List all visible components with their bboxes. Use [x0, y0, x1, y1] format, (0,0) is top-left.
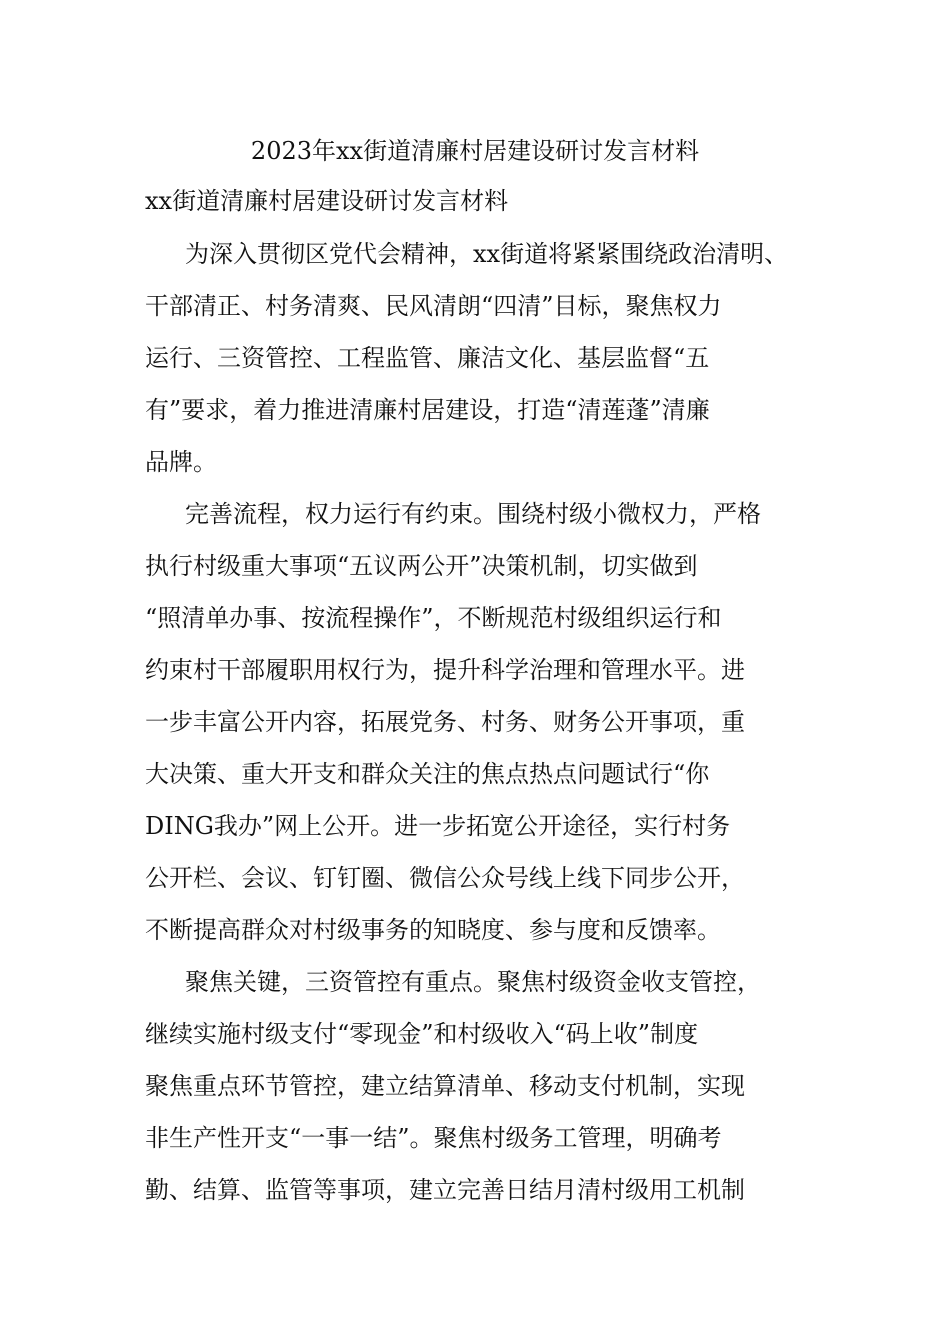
document-body	[145, 228, 825, 1216]
text-line: DING我办”网上公开。进一步拓宽公开途径，实行村务	[145, 812, 731, 840]
text-line: 执行村级重大事项“五议两公开”决策机制，切实做到	[145, 552, 698, 580]
text-line: 有”要求，着力推进清廉村居建设，打造“清莲蓬”清廉	[145, 396, 710, 424]
text-line: 干部清正、村务清爽、民风清朗“四清”目标，聚焦权力	[145, 292, 722, 320]
text-line: 勤、结算、监管等事项，建立完善日结月清村级用工机制	[145, 1176, 745, 1204]
text-line: 聚焦关键，三资管控有重点。聚焦村级资金收支管控，	[185, 968, 761, 996]
document-title: 2023年xx街道清廉村居建设研讨发言材料	[250, 137, 700, 165]
document-subtitle: xx街道清廉村居建设研讨发言材料	[145, 187, 509, 215]
paragraph-2	[145, 488, 825, 956]
text-line: “照清单办事、按流程操作”，不断规范村级组织运行和	[145, 604, 722, 632]
text-line: 品牌。	[145, 448, 217, 476]
text-line: 非生产性开支“一事一结”。聚焦村级务工管理，明确考	[145, 1124, 722, 1152]
text-line: 约束村干部履职用权行为，提升科学治理和管理水平。进	[145, 656, 745, 684]
text-line: 公开栏、会议、钉钉圈、微信公众号线上线下同步公开，	[145, 864, 745, 892]
text-line: 继续实施村级支付“零现金”和村级收入“码上收”制度	[145, 1020, 699, 1048]
paragraph-1	[145, 228, 825, 488]
text-line: 为深入贯彻区党代会精神，xx街道将紧紧围绕政治清明、	[185, 240, 789, 268]
text-line: 聚焦重点环节管控，建立结算清单、移动支付机制，实现	[145, 1072, 745, 1100]
text-line: 不断提高群众对村级事务的知晓度、参与度和反馈率。	[145, 916, 721, 944]
text-line: 完善流程，权力运行有约束。围绕村级小微权力，严格	[185, 500, 761, 528]
text-line: 运行、三资管控、工程监管、廉洁文化、基层监督“五	[145, 344, 710, 372]
text-line: 一步丰富公开内容，拓展党务、村务、财务公开事项，重	[145, 708, 745, 736]
paragraph-3	[145, 956, 825, 1216]
text-line: 大决策、重大开支和群众关注的焦点热点问题试行“你	[145, 760, 710, 788]
